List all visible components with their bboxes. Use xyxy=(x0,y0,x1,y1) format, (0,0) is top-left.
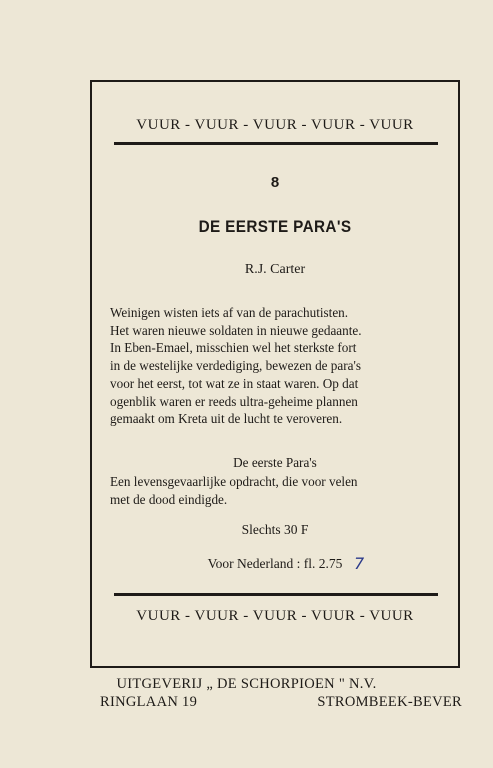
top-divider xyxy=(114,142,438,145)
tagline-line: Een levensgevaarlijke opdracht, die voor velen xyxy=(110,474,358,489)
blurb-subtitle: De eerste Para's xyxy=(233,455,317,470)
series-footer: VUUR - VUUR - VUUR - VUUR - VUUR xyxy=(136,608,414,624)
price-netherlands: Voor Nederland : fl. 2.75 xyxy=(207,556,343,571)
bottom-divider xyxy=(114,593,438,596)
tagline-line: met de dood eindigde. xyxy=(110,491,228,507)
blurb-line: Het waren nieuwe soldaten in nieuwe gedaante. xyxy=(110,322,362,338)
series-header: VUUR - VUUR - VUUR - VUUR - VUUR xyxy=(136,117,414,133)
blurb-line: ogenblik waren er reeds ultra-geheime plannen xyxy=(110,393,358,409)
blurb-line: in de westelijke verdediging, bewezen de para's xyxy=(110,358,362,374)
blurb-line: gemaakt om Kreta uit de lucht te veroveren. xyxy=(110,411,343,427)
blurb-line: In Eben-Emael, misschien wel het sterkste fort xyxy=(110,340,357,356)
volume-number: 8 xyxy=(270,174,280,191)
cover-frame xyxy=(90,80,460,668)
blurb-line: Weinigen wisten iets af van de parachutisten. xyxy=(110,305,349,320)
address-street: RINGLAAN 19 xyxy=(100,694,198,710)
publisher-name: UITGEVERIJ „ DE SCHORPIOEN " N.V. xyxy=(116,676,377,692)
blurb-line: voor het eerst, tot wat ze in staat waren. Op dat xyxy=(110,375,359,391)
address-city: STROMBEEK-BEVER xyxy=(317,694,462,710)
handwritten-price-correction: 7 xyxy=(354,554,365,573)
book-title: DE EERSTE PARA'S xyxy=(198,217,352,236)
blurb-paragraph xyxy=(110,304,450,428)
book-author: R.J. Carter xyxy=(244,262,306,277)
blurb-tagline xyxy=(110,473,450,508)
price-belgium: Slechts 30 F xyxy=(241,522,309,537)
